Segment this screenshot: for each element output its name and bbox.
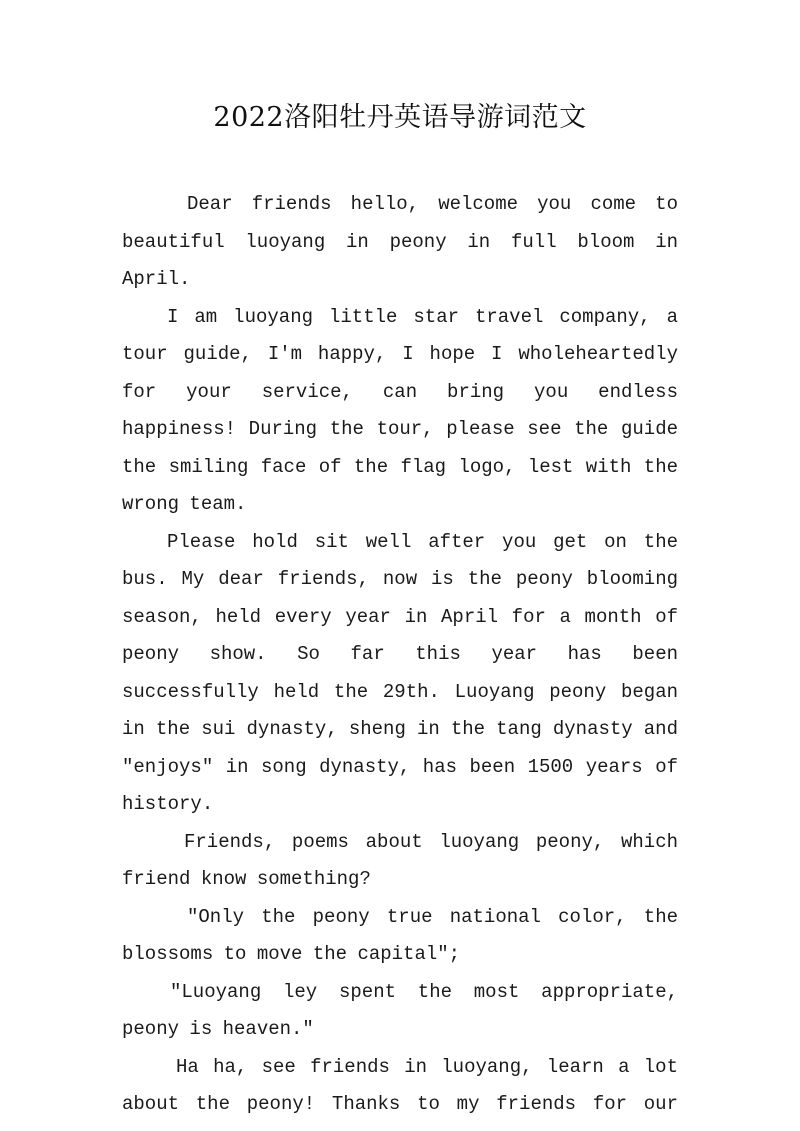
paragraph-welcome: Dear friends hello, welcome you come to beautiful luoyang in peony in full bloom in April. [122,193,678,290]
paragraph-guide-intro: I am luoyang little star travel company, a tour guide, I'm happy, I hope I wholeheartedly for your service, can bring you endless happiness! During the tour, please see the guide the smiling face of the flag logo, lest with the wrong team. [122,305,678,515]
paragraph-poems-question: Friends, poems about luoyang peony, which friend know something? [122,830,678,890]
paragraph-poem-two: "Luoyang ley spent the most appropriate, peony is heaven." [122,980,678,1040]
paragraph-poem-one: "Only the peony true national color, the blossoms to move the capital"; [122,905,678,965]
document-body [122,186,678,1124]
paragraph-closing: Ha ha, see friends in luoyang, learn a lot about the peony! Thanks to my friends for our [122,1055,678,1115]
document-title: 2022洛阳牡丹英语导游词范文 [213,102,587,133]
paragraph-peony-history: Please hold sit well after you get on the bus. My dear friends, now is the peony blooming season, held every year in April for a month of peony show. So far this year has been successfully held the 29th. Luoyang peony began in the sui dynasty, sheng in the tang dynasty and "enjoys" in song dynasty, has been 1500 years of history. [122,530,678,815]
